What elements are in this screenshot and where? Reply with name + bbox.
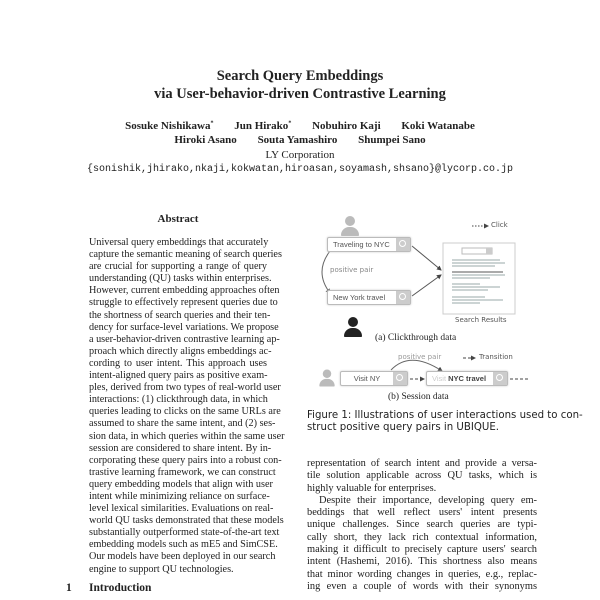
- subfigure-b-caption: (b) Session data: [388, 392, 449, 402]
- text-line: proach which directly aligns embeddings ac-: [89, 345, 272, 357]
- text-line: representation of search intent and provide a versa-: [307, 458, 537, 469]
- query-text: Traveling to NYC: [333, 240, 390, 249]
- equal-contrib-mark: *: [210, 120, 214, 127]
- user-icon: [341, 216, 359, 236]
- text-line: corporating these query pairs into a robust con-: [89, 454, 282, 466]
- query-box: [340, 371, 408, 386]
- text-line: dency for surface-level variations. We propose: [89, 321, 279, 333]
- author: Hiroki Asano: [174, 134, 237, 146]
- text-line: cording to user intent. This approach uses: [89, 357, 267, 369]
- text-line: session are considered to share intent. By in-: [89, 442, 272, 454]
- text-line: engine to support QU technologies.: [89, 563, 234, 575]
- text-line: Universal query embeddings that accurately: [89, 237, 269, 248]
- section-title: Introduction: [89, 582, 152, 594]
- text-line: However, current embedding approaches often: [89, 285, 280, 297]
- text-line: Despite their importance, developing query em-: [319, 494, 537, 506]
- search-icon: [396, 291, 410, 304]
- text-line: highly valuable for enterprises.: [307, 482, 437, 494]
- positive-pair-arrow: [391, 360, 442, 371]
- positive-pair-label: positive pair: [398, 353, 442, 361]
- query-text: NYC travel: [448, 374, 487, 383]
- text-line: cally short, they lack rich contextual information,: [307, 531, 537, 543]
- text-line: understanding (QU) tasks within enterprises.: [89, 273, 272, 285]
- text-line: tile solution applicable across QU tasks, which is: [307, 470, 537, 482]
- equal-contrib-mark: *: [288, 120, 292, 127]
- text-line: ples, derived from two types of real-world user: [89, 382, 281, 394]
- query-box: [327, 237, 411, 252]
- author: Shumpei Sano: [358, 134, 426, 146]
- text-line: the shortness of search queries and their ten-: [89, 309, 271, 321]
- text-line: struggle to effectively represent queries due to: [89, 297, 278, 309]
- text-line: beddings that well reflect users' intent presents: [307, 507, 537, 519]
- positive-pair-arrow: [322, 251, 330, 293]
- query-text: Visit NY: [353, 374, 381, 383]
- user-icon: [344, 317, 362, 337]
- search-results-label: Search Results: [455, 316, 507, 324]
- text-line: unique challenges. Since search queries are typi-: [307, 519, 537, 531]
- text-line: trastive learning framework, we can construct: [89, 466, 276, 478]
- text-line: embedding models such as mE5 and SimCSE.: [89, 539, 278, 551]
- abstract-heading: Abstract: [157, 213, 199, 225]
- subfigure-a-caption: (a) Clickthrough data: [375, 333, 457, 343]
- author: Sosuke Nishikawa: [125, 120, 211, 132]
- text-line: queries leading to clicks on the same URLs are: [89, 406, 281, 418]
- search-icon: [393, 372, 407, 385]
- caption-line: struct positive query pairs in UBIQUE.: [307, 422, 500, 434]
- text-line: level lexical similarities. Evaluations on real-: [89, 503, 274, 515]
- text-line: assumed to share the same intent, and (2) ses-: [89, 418, 276, 430]
- search-icon: [493, 372, 507, 385]
- figure-caption: [307, 410, 583, 434]
- text-line: query embedding models that align with user: [89, 478, 273, 490]
- text-line: intent while minimizing reliance on surface-: [89, 490, 270, 502]
- text-line: a user-behavior-driven contrastive learning ap-: [89, 333, 280, 345]
- query-text: New York travel: [333, 293, 386, 302]
- affiliation: LY Corporation: [265, 149, 335, 161]
- text-line: interactions: (1) clickthrough data, in which: [89, 394, 268, 406]
- query-box: [327, 290, 411, 305]
- text-line: making it difficult to precisely capture users' search: [307, 544, 537, 556]
- legend-transition-label: Transition: [479, 353, 513, 361]
- text-line: intent-aligned query pairs as positive exam-: [89, 370, 268, 382]
- text-line: intent (Hashemi, 2016). This shortness also means: [307, 556, 537, 568]
- user-icon: [319, 370, 334, 387]
- email: {sonishik,jhirako,nkaji,kokwatan,hiroasan,soyamash,shsano}@lycorp.co.jp: [86, 164, 514, 175]
- body-text-right: [307, 458, 537, 593]
- text-line: substantially outperformed state-of-the-art text: [89, 527, 280, 539]
- positive-pair-label: positive pair: [330, 266, 374, 274]
- text-line: capture the semantic meaning of search queries: [89, 249, 282, 261]
- author: Nobuhiro Kaji: [312, 120, 381, 132]
- search-icon: [396, 238, 410, 251]
- click-arrow: [412, 246, 441, 270]
- legend-click-label: Click: [491, 221, 508, 229]
- section-number: 1: [66, 582, 72, 594]
- author: Souta Yamashiro: [257, 134, 338, 146]
- query-box: [426, 371, 508, 386]
- text-line: world QU tasks demonstrated that these models: [89, 515, 284, 527]
- query-text-faded: Visit: [432, 374, 449, 383]
- title-line-1: Search Query Embeddings: [216, 68, 384, 84]
- author: Jun Hirako: [234, 120, 289, 132]
- text-line: that minor wording changes in queries, e.g., replac-: [307, 568, 537, 580]
- text-line: are crucial for supporting a range of query: [89, 261, 267, 273]
- text-line: Our models have been deployed in our search: [89, 551, 276, 563]
- text-line: sion data, in which queries within the same user: [89, 430, 285, 442]
- author: Koki Watanabe: [401, 120, 475, 132]
- click-arrow: [412, 275, 441, 296]
- title-line-2: via User-behavior-driven Contrastive Learning: [154, 86, 446, 102]
- caption-line: Figure 1: Illustrations of user interactions used to con-: [307, 410, 583, 421]
- text-line: ing even a couple of words with their synonyms: [307, 580, 537, 592]
